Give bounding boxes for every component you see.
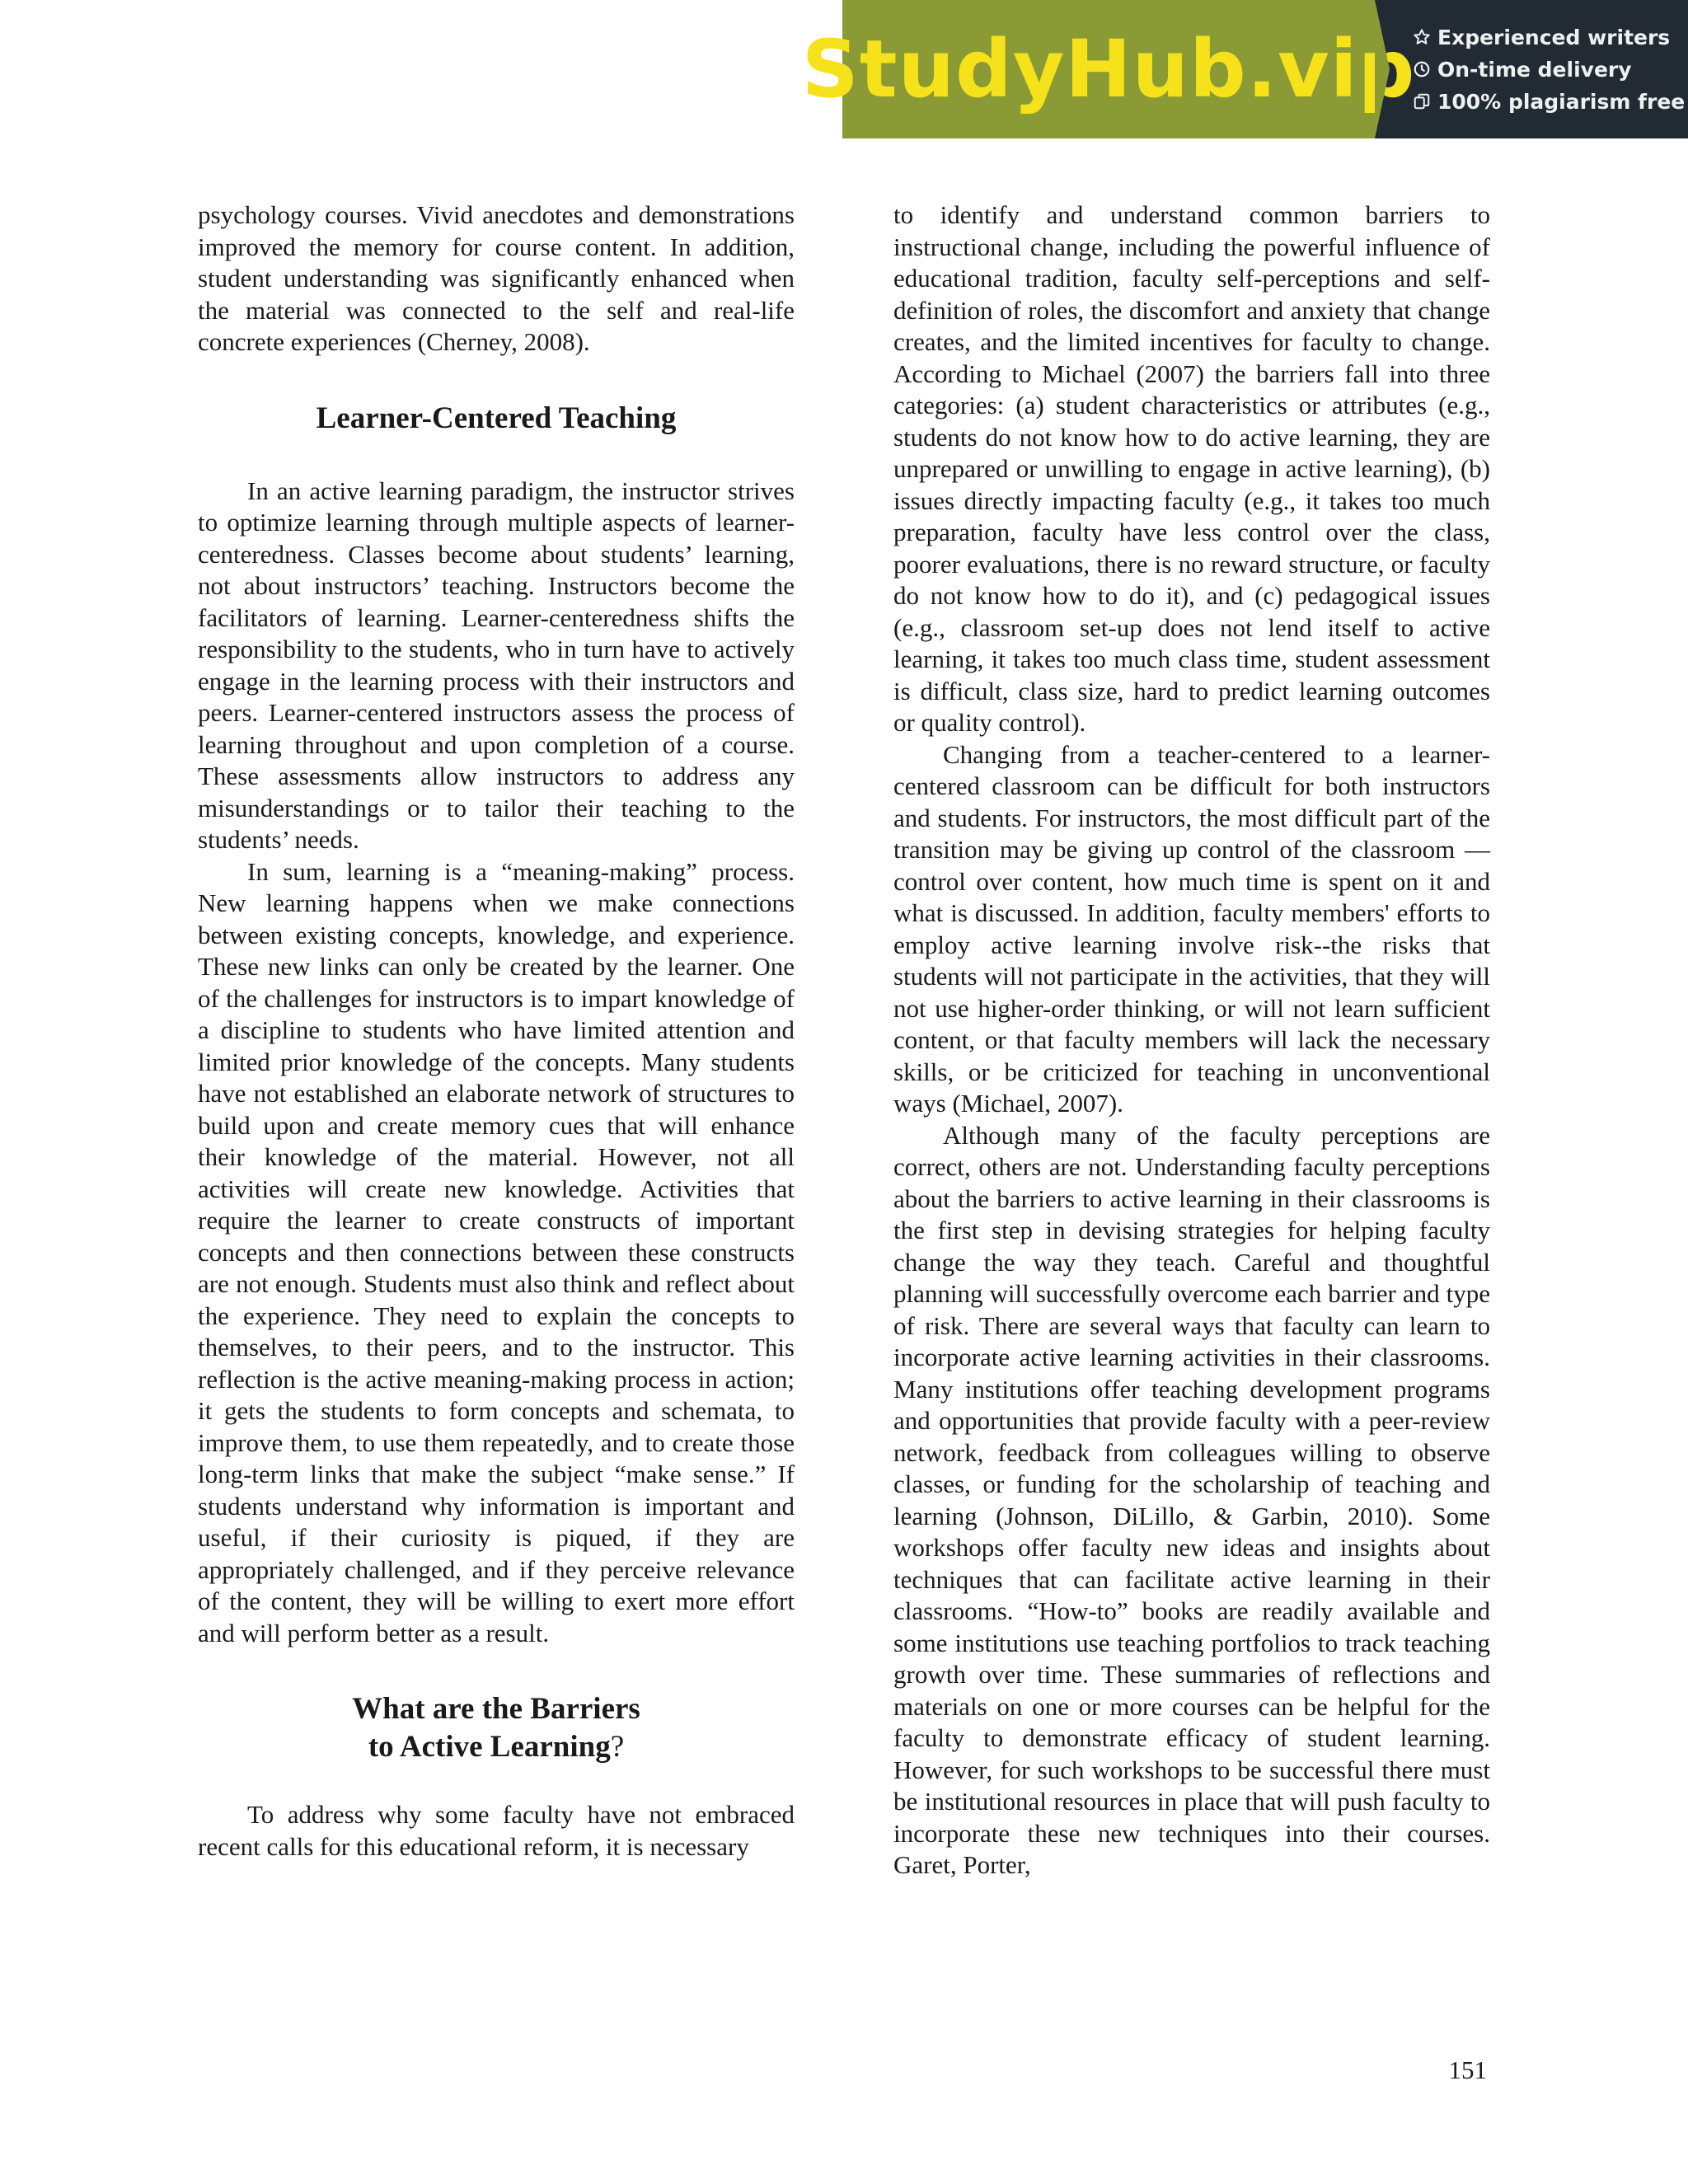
left-paragraph-4: To address why some faculty have not embraced recent calls for this educational reform, it is necessary xyxy=(198,1800,795,1861)
heading-learner-centered-teaching: Learner-Centered Teaching xyxy=(316,401,677,435)
heading-barriers-line1: What are the Barriers xyxy=(352,1692,640,1726)
right-paragraph-2: Changing from a teacher-centered to a learner-centered classroom can be difficult for both instructors and students. For instructors, the most difficult part of the transition may be giving up control of the classroom — control over content, how much time is spent on it and what is discussed. In addition, faculty members' efforts to employ active learning involve risk--the risks that students will not participate in the activities, that they will not use higher-order thinking, or will not learn sufficient content, or that faculty members will lack the necessary skills, or be criticized for teaching in unconventional ways (Michael, 2007). xyxy=(893,739,1490,1118)
right-column xyxy=(893,199,1490,1882)
page-number: 151 xyxy=(1448,2055,1487,2084)
studyhub-banner[interactable] xyxy=(801,0,1688,138)
feature-on-time-delivery xyxy=(1413,58,1688,82)
heading-barriers xyxy=(198,1690,795,1766)
feature-label: On-time delivery xyxy=(1437,57,1632,82)
heading-barriers-question-mark: ? xyxy=(610,1730,625,1764)
right-paragraph-1: to identify and understand common barriers to instructional change, including the powerful influence of educational tradition, faculty self-perceptions and self-definition of roles, the discomfort and anxiety that change creates, and the limited incentives for faculty to change. According to Michael (2007) the barriers fall into three categories: (a) student characteristics or attributes (e.g., students do not know how to do active learning, they are unprepared or unwilling to engage in active learning), (b) issues directly impacting faculty (e.g., it takes too much preparation, faculty have less control over the class, poorer evaluations, there is no reward structure, or faculty do not know how to do it), and (c) pedagogical issues (e.g., classroom set-up does not lend itself to active learning, it takes too much class time, student assessment is difficult, class size, hard to predict learning outcomes or quality control). xyxy=(893,200,1490,737)
left-column xyxy=(198,199,795,1863)
banner-features xyxy=(1375,0,1688,138)
feature-plagiarism-free xyxy=(1413,90,1688,114)
banner-logo[interactable] xyxy=(801,0,1416,138)
feature-experienced-writers xyxy=(1413,26,1688,49)
left-paragraph-2: In an active learning paradigm, the instructor strives to optimize learning through multiple aspects of learner-centeredness. Classes become about students’ learning, not about instructors’ teaching. Instructors become the facilitators of learning. Learner-centeredness shifts the responsibility to the students, who in turn have to actively engage in the learning process with their instructors and peers. Learner-centered instructors assess the process of learning throughout and upon completion of a course. These assessments allow instructors to address any misunderstandings or to tailor their teaching to the students’ needs. xyxy=(198,476,795,854)
feature-label: 100% plagiarism free xyxy=(1437,89,1686,114)
heading-barriers-line2: to Active Learning xyxy=(368,1730,611,1764)
banner-logo-text: StudyHub.vip xyxy=(801,23,1416,115)
feature-label: Experienced writers xyxy=(1437,25,1671,49)
left-paragraph-3: In sum, learning is a “meaning-making” process. New learning happens when we make connections between existing concepts, knowledge, and experience. These new links can only be created by the learner. One of the challenges for instructors is to impart knowledge of a discipline to students who have limited attention and limited prior knowledge of the concepts. Many students have not established an elaborate network of structures to build upon and create memory cues that will enhance their knowledge of the material. However, not all activities will create new knowledge. Activities that require the learner to create constructs of important concepts and then connections between these constructs are not enough. Students must also think and reflect about the experience. They need to explain the concepts to themselves, to their peers, and to the instructor. This reflection is the active meaning-making process in action; it gets the students to form concepts and schemata, to improve them, to use them repeatedly, and to create those long-term links that make the subject “make sense.” If students understand why information is important and useful, if their curiosity is piqued, if they are appropriately challenged, and if they perceive relevance of the content, they will be willing to exert more effort and will perform better as a result. xyxy=(198,856,795,1647)
left-paragraph-1: psychology courses. Vivid anecdotes and demonstrations improved the memory for course content. In addition, student understanding was significantly enhanced when the material was connected to the self and real-life concrete experiences (Cherney, 2008). xyxy=(198,200,795,356)
right-paragraph-3: Although many of the faculty perceptions are correct, others are not. Understanding faculty perceptions about the barriers to active learning in their classrooms is the first step in devising strategies for helping faculty change the way they teach. Careful and thoughtful planning will successfully overcome each barrier and type of risk. There are several ways that faculty can learn to incorporate active learning activities in their classrooms. Many institutions offer teaching development programs and opportunities that provide faculty with a peer-review network, feedback from colleagues willing to observe classes, or funding for the scholarship of teaching and learning (Johnson, DiLillo, & Garbin, 2010). Some workshops offer faculty new ideas and insights about techniques that can facilitate active learning in their classrooms. “How-to” books are readily available and some institutions use teaching portfolios to track teaching growth over time. These summaries of reflections and materials on one or more courses can be helpful for the faculty to demonstrate efficacy of student learning. However, for such workshops to be successful there must be institutional resources in place that will push faculty to incorporate these new techniques into their courses. Garet, Porter, xyxy=(893,1120,1490,1879)
